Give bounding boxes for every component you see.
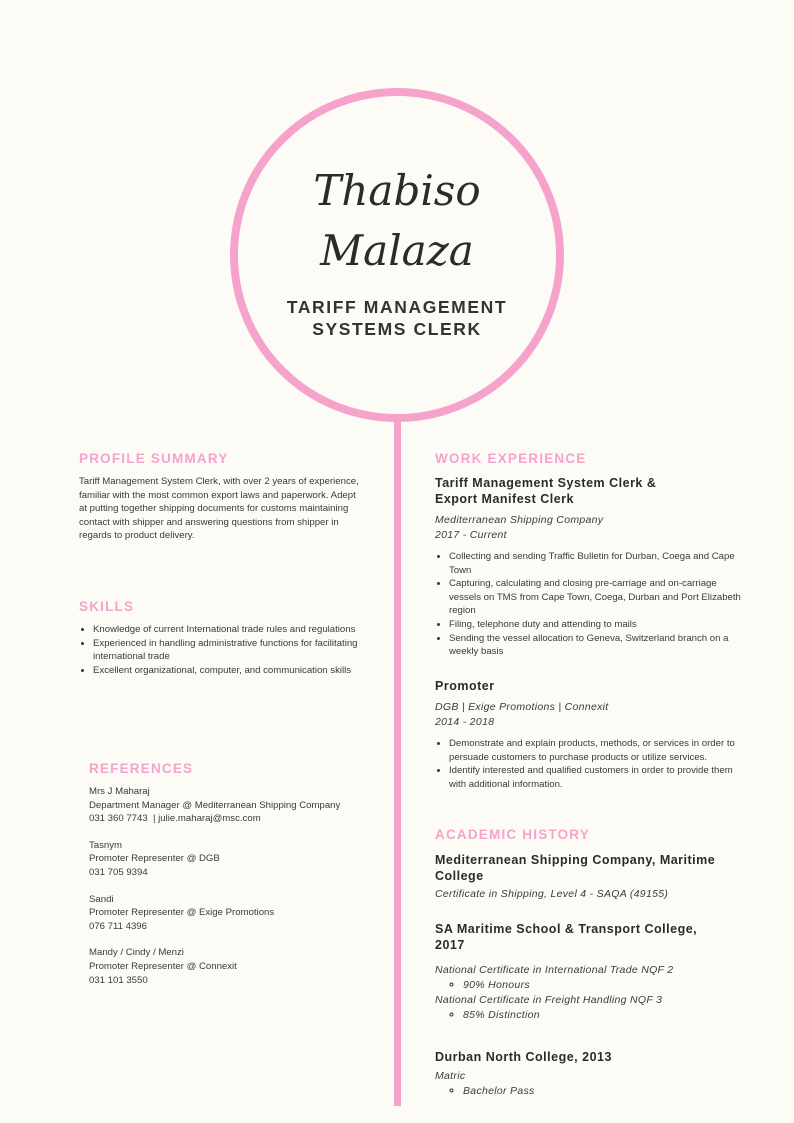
qualification-notes bbox=[435, 1008, 755, 1023]
job-entry bbox=[435, 678, 745, 791]
job-title-line2: SYSTEMS CLERK bbox=[312, 319, 482, 339]
reference-name: Tasnym bbox=[89, 839, 123, 851]
job-title-line: Promoter bbox=[435, 679, 495, 693]
list-item: • Collecting and sending Traffic Bulletin for Durban, Coega and Cape Town bbox=[449, 550, 745, 577]
academic-entry bbox=[435, 921, 755, 1023]
qualification-notes bbox=[435, 978, 755, 993]
job-entry bbox=[435, 475, 745, 659]
reference-role: Promoter Representer @ Connexit bbox=[89, 960, 237, 972]
first-name: Thabiso bbox=[313, 166, 481, 215]
reference-contact: 031 705 9394 bbox=[89, 866, 148, 878]
job-bullets bbox=[435, 550, 745, 659]
last-name: Malaza bbox=[320, 226, 474, 275]
academic-title-line: SA Maritime School & Transport College, bbox=[435, 922, 698, 936]
references-heading: REFERENCES bbox=[89, 761, 194, 776]
reference-name: Sandi bbox=[89, 893, 114, 905]
academic-detail: Matric bbox=[435, 1070, 466, 1082]
reference-role: Department Manager @ Mediterranean Shipping Company bbox=[89, 799, 341, 811]
list-item: • Excellent organizational, computer, and communication skills bbox=[93, 664, 363, 678]
reference-contact: 031 360 7743 | julie.maharaj@msc.com bbox=[89, 813, 261, 825]
academic-title-line: Durban North College, 2013 bbox=[435, 1050, 612, 1064]
job-dates: 2017 - Current bbox=[435, 529, 507, 541]
job-title bbox=[230, 296, 564, 340]
reference-contact: 031 101 3550 bbox=[89, 974, 148, 986]
academic-entry bbox=[435, 852, 755, 902]
timeline-line bbox=[394, 420, 401, 1106]
list-item: • Capturing, calculating and closing pre-carriage and on-carriage vessels on TMS from Cape Town, Coega, Durban and Port Elizabeth region bbox=[449, 577, 745, 618]
academic-title-line: 2017 bbox=[435, 938, 465, 952]
reference-role: Promoter Representer @ DGB bbox=[89, 853, 220, 865]
reference-item bbox=[89, 893, 384, 934]
academic-detail: Certificate in Shipping, Level 4 - SAQA (49155) bbox=[435, 888, 669, 900]
job-company: Mediterranean Shipping Company bbox=[435, 514, 604, 526]
job-bullets bbox=[435, 737, 745, 791]
skills-list bbox=[79, 623, 363, 677]
list-item: • Filing, telephone duty and attending to mails bbox=[449, 618, 745, 632]
skills-heading: SKILLS bbox=[79, 599, 135, 614]
academic-qualification: National Certificate in International Trade NQF 2 bbox=[435, 964, 674, 976]
academic-heading: ACADEMIC HISTORY bbox=[435, 827, 590, 842]
list-item: ◦ 85% Distinction bbox=[463, 1008, 755, 1023]
list-item: • Demonstrate and explain products, methods, or services in order to persuade customers to purchase products or utilize services. bbox=[449, 737, 745, 764]
reference-item bbox=[89, 839, 384, 880]
list-item: ◦ Bachelor Pass bbox=[463, 1084, 755, 1099]
academic-entry bbox=[435, 1049, 755, 1099]
academic-qualification: National Certificate in Freight Handling NQF 3 bbox=[435, 994, 663, 1006]
job-dates: 2014 - 2018 bbox=[435, 716, 495, 728]
job-title-line: Export Manifest Clerk bbox=[435, 492, 575, 506]
reference-item bbox=[89, 785, 384, 826]
reference-item bbox=[89, 946, 384, 987]
job-title-line: Tariff Management System Clerk & bbox=[435, 476, 657, 490]
list-item: • Identify interested and qualified customers in order to provide them with additional information. bbox=[449, 764, 745, 791]
references-list bbox=[89, 785, 384, 1000]
academic-title-line: Mediterranean Shipping Company, Maritime bbox=[435, 853, 716, 867]
reference-name: Mrs J Maharaj bbox=[89, 786, 150, 797]
academic-title-line: College bbox=[435, 869, 484, 883]
work-heading: WORK EXPERIENCE bbox=[435, 451, 587, 466]
job-company: DGB | Exige Promotions | Connexit bbox=[435, 701, 609, 713]
list-item: • Experienced in handling administrative functions for facilitating international trade bbox=[93, 637, 363, 664]
profile-text: Tariff Management System Clerk, with over 2 years of experience, familiar with the most common export laws and paperwork. Adept at putting together shipping documents for customs maintaining contact with shipper and answering questions from shipper in regards to product delivery. bbox=[79, 476, 359, 542]
reference-role: Promoter Representer @ Exige Promotions bbox=[89, 907, 275, 919]
reference-contact: 076 711 4396 bbox=[89, 920, 147, 932]
list-item: • Knowledge of current International trade rules and regulations bbox=[93, 623, 363, 637]
reference-name: Mandy / Cindy / Menzi bbox=[89, 947, 184, 959]
job-title-line1: TARIFF MANAGEMENT bbox=[286, 297, 508, 317]
list-item: • Sending the vessel allocation to Geneva, Switzerland branch on a weekly basis bbox=[449, 632, 745, 659]
profile-heading: PROFILE SUMMARY bbox=[79, 451, 229, 466]
qualification-notes bbox=[435, 1084, 755, 1099]
list-item: ◦ 90% Honours bbox=[463, 978, 755, 993]
